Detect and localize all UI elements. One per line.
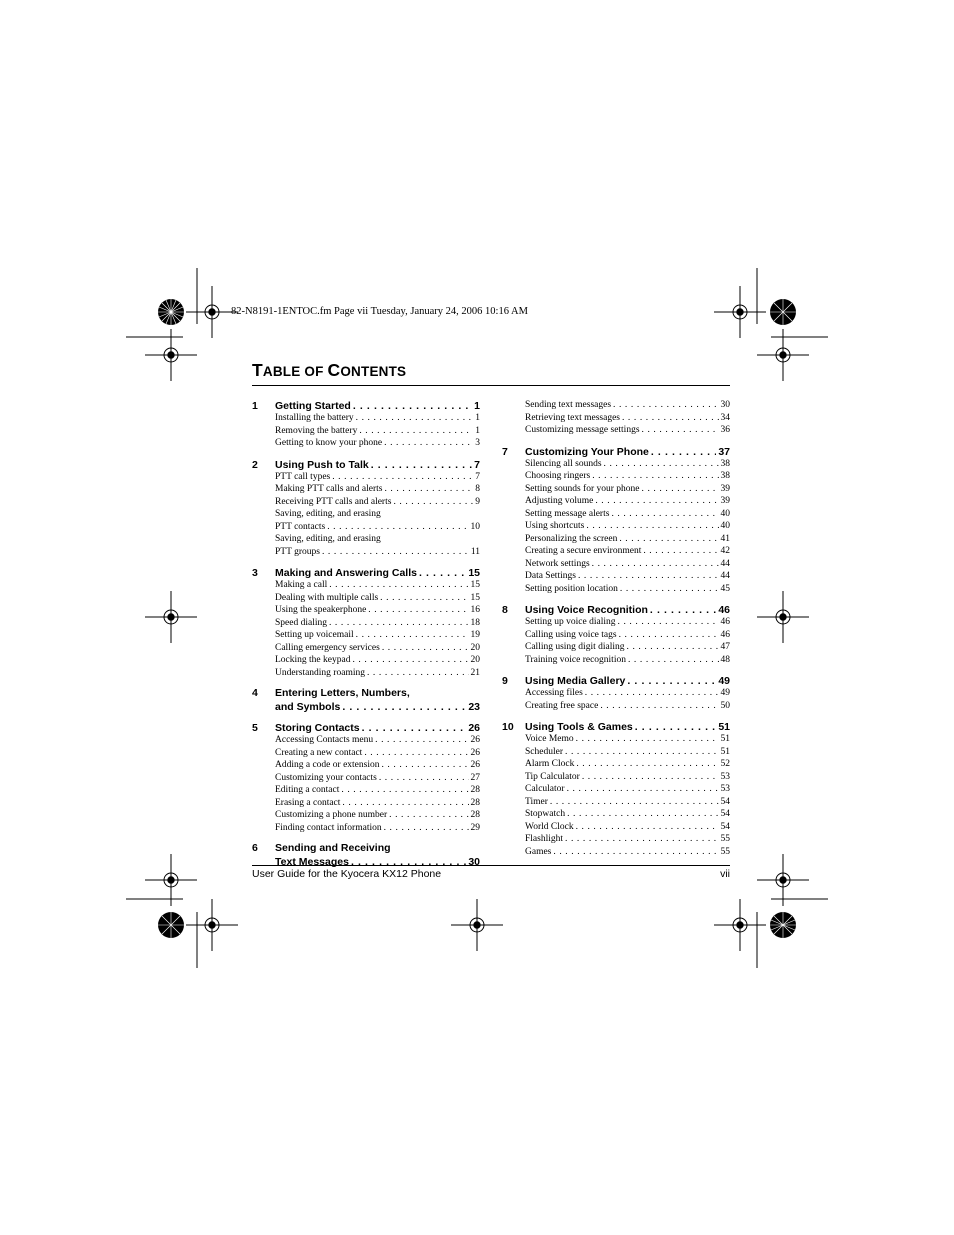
toc-entry-title: Erasing a contact xyxy=(275,797,341,808)
toc-entry-title: PTT contacts xyxy=(275,521,326,532)
toc-entry-page-number: 51 xyxy=(720,734,730,744)
chapter-heading[interactable] xyxy=(502,603,730,616)
toc-entry-title: Accessing Contacts menu xyxy=(275,735,374,745)
chapter-page-number: 7 xyxy=(474,458,480,471)
toc-entry-title: PTT call types xyxy=(275,471,331,482)
leader-dots xyxy=(642,424,719,437)
toc-entry-page-number: 52 xyxy=(720,759,730,769)
page-title: TABLE OF CONTENTS xyxy=(252,360,407,380)
toc-entry[interactable] xyxy=(502,458,730,471)
toc-entry-page-number: 29 xyxy=(470,822,480,833)
toc-chapter xyxy=(252,458,480,559)
chapter-title: Customizing Your Phone xyxy=(525,445,649,458)
toc-entry-title: Speed dialing xyxy=(275,617,327,628)
leader-dots xyxy=(380,592,468,605)
toc-entry[interactable] xyxy=(502,570,730,583)
chapter-title: Using Voice Recognition xyxy=(525,604,648,616)
toc-entry[interactable] xyxy=(252,667,480,680)
chapter-page-number: 49 xyxy=(718,675,730,687)
toc-entry-page-number: 48 xyxy=(720,654,730,665)
chapter-number: 9 xyxy=(502,675,508,687)
toc-entry-line[interactable]: Saving, editing, and erasing xyxy=(275,509,381,519)
leader-dots xyxy=(381,759,468,772)
toc-entry-title: Adding a code or extension xyxy=(275,760,380,770)
leader-dots xyxy=(618,616,719,629)
toc-entry[interactable] xyxy=(502,687,730,700)
toc-entry-title: Removing the battery xyxy=(275,425,358,436)
toc-entry[interactable] xyxy=(252,496,480,509)
leader-dots xyxy=(367,667,469,680)
leader-dots xyxy=(650,604,716,616)
toc-chapter xyxy=(252,566,480,679)
toc-entry-page-number: 46 xyxy=(720,617,730,627)
chapter-title: Using Tools & Games xyxy=(525,721,633,733)
leader-dots xyxy=(329,579,468,592)
toc-chapter xyxy=(502,445,730,596)
leader-dots xyxy=(592,558,719,571)
toc-entry-page-number: 28 xyxy=(470,810,480,820)
leader-dots xyxy=(622,412,719,425)
chapter-number: 7 xyxy=(502,445,508,458)
leader-dots xyxy=(379,772,469,785)
toc-entry-page-number: 51 xyxy=(720,746,730,757)
leader-dots xyxy=(359,425,473,438)
chapter-heading[interactable] xyxy=(252,399,480,412)
toc-entry[interactable] xyxy=(252,471,480,484)
leader-dots xyxy=(351,856,466,868)
chapter-title: and Symbols xyxy=(275,701,341,713)
toc-entry[interactable] xyxy=(502,533,730,546)
chapter-number: 3 xyxy=(252,567,258,579)
leader-dots xyxy=(362,722,467,734)
leader-dots xyxy=(550,796,719,809)
toc-entry-title: Using shortcuts xyxy=(525,521,585,531)
toc-entry-title: Setting up voicemail xyxy=(275,630,354,640)
toc-chapter xyxy=(252,721,480,834)
toc-entry-title: Customizing your contacts xyxy=(275,772,377,783)
registration-sunburst-icon xyxy=(158,912,184,938)
toc-entry-title: Calculator xyxy=(525,784,565,794)
toc-entry-page-number: 30 xyxy=(720,400,730,410)
toc-entry[interactable] xyxy=(252,654,480,667)
toc-entry[interactable] xyxy=(252,425,480,438)
leader-dots xyxy=(619,533,718,546)
title-rule xyxy=(252,385,730,386)
leader-dots xyxy=(356,412,474,425)
leader-dots xyxy=(352,654,468,667)
toc-entry[interactable] xyxy=(502,520,730,533)
leader-dots xyxy=(342,797,468,810)
toc-entry-page-number: 44 xyxy=(720,571,730,581)
toc-entry-page-number: 28 xyxy=(470,785,480,795)
toc-entry[interactable] xyxy=(252,822,480,835)
leader-dots xyxy=(567,783,719,796)
leader-dots xyxy=(353,400,472,412)
toc-entry-page-number: 41 xyxy=(720,533,730,544)
chapter-number: 10 xyxy=(502,721,514,733)
chapter-title: Making and Answering Calls xyxy=(275,567,417,579)
toc-entry-title: Data Settings xyxy=(525,571,576,581)
toc-entry[interactable] xyxy=(252,747,480,760)
toc-entry-title: Making a call xyxy=(275,580,328,590)
toc-entry-title: Stopwatch xyxy=(525,809,566,819)
toc-entry[interactable] xyxy=(252,772,480,785)
toc-entry-page-number: 18 xyxy=(470,617,480,628)
toc-entry[interactable] xyxy=(502,833,730,846)
toc-entry-page-number: 40 xyxy=(720,521,730,531)
toc-entry-page-number: 20 xyxy=(470,642,480,653)
toc-entry-page-number: 55 xyxy=(720,846,730,857)
toc-entry-page-number: 47 xyxy=(720,642,730,652)
toc-entry-title: Timer xyxy=(525,796,548,807)
toc-entry-page-number: 54 xyxy=(720,809,730,819)
leader-dots xyxy=(578,570,719,583)
chapter-heading[interactable] xyxy=(252,721,480,734)
toc-entry[interactable] xyxy=(502,508,730,521)
toc-entry[interactable] xyxy=(252,546,480,559)
toc-entry-title: Setting up voice dialing xyxy=(525,617,616,627)
toc-entry-title: Receiving PTT calls and alerts xyxy=(275,496,392,507)
chapter-page-number: 1 xyxy=(474,400,480,412)
toc-entry-title: Finding contact information xyxy=(275,822,382,833)
chapter-title: Using Push to Talk xyxy=(275,458,369,471)
toc-entry-page-number: 49 xyxy=(720,688,730,698)
leader-dots xyxy=(651,446,716,458)
toc-entry-title: Personalizing the screen xyxy=(525,533,618,544)
toc-entry[interactable] xyxy=(502,821,730,834)
toc-entry[interactable] xyxy=(252,809,480,822)
toc-entry-page-number: 15 xyxy=(470,592,480,603)
registration-sunburst-icon xyxy=(158,299,184,325)
toc-entry[interactable] xyxy=(502,616,730,629)
leader-dots xyxy=(565,746,719,759)
toc-column-left xyxy=(252,399,480,868)
toc-entry-title: Accessing files xyxy=(525,688,583,698)
leader-dots xyxy=(384,437,473,450)
toc-entry[interactable] xyxy=(252,412,480,425)
leader-dots xyxy=(620,583,719,596)
toc-entry[interactable] xyxy=(502,783,730,796)
leader-dots xyxy=(364,747,468,760)
registration-sunburst-icon xyxy=(770,912,796,938)
leader-dots xyxy=(341,784,468,797)
toc-entry-page-number: 8 xyxy=(475,484,480,494)
leader-dots xyxy=(553,846,718,859)
toc-entry[interactable] xyxy=(502,545,730,558)
leader-dots xyxy=(371,459,472,471)
toc-entry[interactable] xyxy=(502,412,730,425)
toc-entry-title: Flashlight xyxy=(525,834,564,844)
toc-entry-title: Sending text messages xyxy=(525,400,612,410)
toc-entry-page-number: 15 xyxy=(470,580,480,590)
chapter-number: 5 xyxy=(252,722,258,734)
chapter-number: 8 xyxy=(502,604,508,616)
footer-title: User Guide for the Kyocera KX12 Phone xyxy=(252,868,442,880)
toc-entry-title: Adjusting volume xyxy=(525,496,594,506)
chapter-title-line[interactable]: Sending and Receiving xyxy=(275,842,391,854)
leader-dots xyxy=(565,833,718,846)
toc-entry[interactable] xyxy=(502,746,730,759)
toc-entry-page-number: 28 xyxy=(470,797,480,808)
toc-entry[interactable] xyxy=(252,759,480,772)
toc-entry-page-number: 53 xyxy=(720,771,730,782)
chapter-title: Using Media Gallery xyxy=(525,675,626,687)
toc-entry-title: Using the speakerphone xyxy=(275,605,367,615)
toc-entry-title: Scheduler xyxy=(525,746,563,757)
leader-dots xyxy=(342,701,466,713)
toc-entry-title: Making PTT calls and alerts xyxy=(275,484,383,494)
toc-entry[interactable] xyxy=(502,700,730,713)
toc-entry[interactable] xyxy=(252,797,480,810)
leader-dots xyxy=(576,758,718,771)
toc-entry-page-number: 45 xyxy=(720,583,730,594)
leader-dots xyxy=(586,520,718,533)
leader-dots xyxy=(642,483,719,496)
toc-entry-title: Creating free space xyxy=(525,700,599,711)
chapter-heading[interactable] xyxy=(502,674,730,687)
toc-entry-page-number: 54 xyxy=(720,796,730,807)
toc-entry-line[interactable]: Saving, editing, and erasing xyxy=(275,534,381,544)
toc-entry-title: Training voice recognition xyxy=(525,654,626,665)
leader-dots xyxy=(393,496,473,509)
toc-entry-title: Choosing ringers xyxy=(525,471,591,481)
toc-entry-title: Dealing with multiple calls xyxy=(275,592,379,603)
toc-entry-title: Installing the battery xyxy=(275,413,354,423)
toc-entry[interactable] xyxy=(252,734,480,747)
chapter-heading[interactable] xyxy=(502,720,730,733)
toc-entry[interactable] xyxy=(502,733,730,746)
toc-entry-title: Games xyxy=(525,846,552,857)
toc-entry-title: Alarm Clock xyxy=(525,759,575,769)
toc-entry-title: Getting to know your phone xyxy=(275,438,383,448)
chapter-heading[interactable] xyxy=(502,445,730,458)
toc-entry-title: Calling using digit dialing xyxy=(525,642,625,652)
toc-entry-page-number: 34 xyxy=(720,412,730,423)
toc-entry-title: Retrieving text messages xyxy=(525,412,620,423)
toc-entry-title: Creating a new contact xyxy=(275,747,363,758)
leader-dots xyxy=(419,567,466,579)
leader-dots xyxy=(576,733,719,746)
chapter-page-number: 26 xyxy=(468,722,480,734)
toc-entry-page-number: 40 xyxy=(720,508,730,519)
toc-entry-page-number: 27 xyxy=(470,772,480,783)
toc-entry-page-number: 46 xyxy=(720,629,730,640)
toc-entry-page-number: 55 xyxy=(720,834,730,844)
leader-dots xyxy=(576,821,719,834)
toc-entry-title: Creating a secure environment xyxy=(525,546,642,556)
leader-dots xyxy=(643,545,718,558)
toc-entry-title: Calling using voice tags xyxy=(525,629,617,640)
toc-entry-page-number: 38 xyxy=(720,471,730,481)
toc-entry-title: Calling emergency services xyxy=(275,642,380,653)
toc-entry-title: World Clock xyxy=(525,821,574,832)
leader-dots xyxy=(600,700,718,713)
toc-entry-title: Setting position location xyxy=(525,583,618,594)
toc-entry[interactable] xyxy=(502,399,730,412)
chapter-page-number: 30 xyxy=(468,856,480,868)
leader-dots xyxy=(384,483,473,496)
chapter-page-number: 37 xyxy=(718,445,730,458)
toc-entry-page-number: 19 xyxy=(470,630,480,640)
chapter-title: Text Messages xyxy=(275,856,349,868)
toc-entry[interactable] xyxy=(252,579,480,592)
toc-entry-page-number: 11 xyxy=(470,546,480,557)
toc-chapter xyxy=(502,399,730,437)
toc-entry-title: Voice Memo xyxy=(525,734,574,744)
leader-dots xyxy=(567,808,718,821)
toc-entry[interactable] xyxy=(502,483,730,496)
toc-entry[interactable] xyxy=(502,470,730,483)
toc-entry-page-number: 3 xyxy=(475,438,480,448)
toc-entry[interactable] xyxy=(502,846,730,859)
leader-dots xyxy=(327,521,468,534)
toc-entry-page-number: 39 xyxy=(720,496,730,506)
toc-entry[interactable] xyxy=(502,808,730,821)
toc-entry-page-number: 1 xyxy=(475,413,480,423)
toc-entry-page-number: 38 xyxy=(720,458,730,469)
toc-chapter xyxy=(502,603,730,666)
toc-entry[interactable] xyxy=(502,583,730,596)
leader-dots xyxy=(375,734,468,747)
toc-entry-page-number: 26 xyxy=(470,760,480,770)
registration-sunburst-icon xyxy=(770,299,796,325)
footer-rule xyxy=(252,865,730,866)
chapter-title: Getting Started xyxy=(275,400,351,412)
leader-dots xyxy=(595,495,718,508)
leader-dots xyxy=(368,604,468,617)
leader-dots xyxy=(332,471,473,484)
toc-entry-title: PTT groups xyxy=(275,546,320,557)
toc-entry[interactable] xyxy=(502,495,730,508)
toc-entry-page-number: 26 xyxy=(470,747,480,758)
toc-entry[interactable] xyxy=(502,796,730,809)
leader-dots xyxy=(627,641,719,654)
toc-entry[interactable] xyxy=(502,641,730,654)
toc-entry[interactable] xyxy=(502,424,730,437)
toc-entry-page-number: 44 xyxy=(720,558,730,569)
leader-dots xyxy=(619,629,719,642)
toc-entry-title: Editing a contact xyxy=(275,785,340,795)
toc-entry[interactable] xyxy=(252,604,480,617)
toc-entry-title: Customizing message settings xyxy=(525,425,640,435)
toc-entry-page-number: 1 xyxy=(475,425,480,436)
toc-entry-page-number: 21 xyxy=(470,667,480,678)
leader-dots xyxy=(384,822,469,835)
toc-entry-page-number: 26 xyxy=(470,735,480,745)
leader-dots xyxy=(604,458,719,471)
leader-dots xyxy=(382,642,469,655)
toc-entry-title: Locking the keypad xyxy=(275,655,351,665)
file-header-line: 82-N8191-1ENTOC.fm Page vii Tuesday, January 24, 2006 10:16 AM xyxy=(231,306,528,317)
toc-entry[interactable] xyxy=(252,642,480,655)
chapter-heading[interactable] xyxy=(252,700,480,713)
leader-dots xyxy=(329,617,469,630)
toc-entry[interactable] xyxy=(252,437,480,450)
chapter-page-number: 15 xyxy=(468,567,480,579)
chapter-number: 1 xyxy=(252,400,258,412)
toc-entry[interactable] xyxy=(252,784,480,797)
chapter-heading[interactable] xyxy=(252,566,480,579)
toc-entry[interactable] xyxy=(502,654,730,667)
toc-column-right xyxy=(502,399,730,858)
leader-dots xyxy=(635,721,717,733)
chapter-page-number: 46 xyxy=(718,604,730,616)
toc-entry-page-number: 7 xyxy=(475,471,480,482)
toc-entry-page-number: 54 xyxy=(720,821,730,832)
chapter-number: 2 xyxy=(252,458,258,471)
leader-dots xyxy=(592,470,718,483)
toc-entry[interactable] xyxy=(502,758,730,771)
leader-dots xyxy=(322,546,469,559)
leader-dots xyxy=(389,809,468,822)
leader-dots xyxy=(356,629,469,642)
toc-entry-title: Understanding roaming xyxy=(275,667,365,678)
toc-entry-page-number: 10 xyxy=(470,521,480,532)
toc-entry-title: Setting message alerts xyxy=(525,508,610,519)
leader-dots xyxy=(613,399,718,412)
toc-entry-title: Customizing a phone number xyxy=(275,810,388,820)
chapter-number: 4 xyxy=(252,687,258,699)
toc-entry[interactable] xyxy=(252,617,480,630)
toc-entry[interactable] xyxy=(502,629,730,642)
toc-chapter xyxy=(252,687,480,713)
chapter-heading[interactable] xyxy=(252,458,480,471)
toc-entry-page-number: 53 xyxy=(720,784,730,794)
leader-dots xyxy=(611,508,718,521)
toc-entry-title: Silencing all sounds xyxy=(525,458,602,469)
toc-entry-title: Tip Calculator xyxy=(525,771,580,782)
toc-entry[interactable] xyxy=(502,558,730,571)
chapter-page-number: 51 xyxy=(718,721,730,733)
toc-entry-page-number: 50 xyxy=(720,700,730,711)
chapter-page-number: 23 xyxy=(468,701,480,713)
toc-chapter xyxy=(502,720,730,858)
toc-entry-page-number: 42 xyxy=(720,546,730,556)
toc-entry[interactable] xyxy=(252,592,480,605)
toc-entry[interactable] xyxy=(252,483,480,496)
toc-entry-page-number: 39 xyxy=(720,483,730,494)
toc-entry[interactable] xyxy=(502,771,730,784)
leader-dots xyxy=(628,654,719,667)
toc-entry[interactable] xyxy=(252,629,480,642)
chapter-number: 6 xyxy=(252,842,258,854)
footer-page-number: vii xyxy=(720,868,730,880)
chapter-title-line[interactable]: Entering Letters, Numbers, xyxy=(275,687,410,699)
chapter-title: Storing Contacts xyxy=(275,722,360,734)
toc-chapter xyxy=(252,399,480,450)
toc-entry[interactable] xyxy=(252,521,480,534)
leader-dots xyxy=(585,687,719,700)
toc-entry-title: Setting sounds for your phone xyxy=(525,483,640,494)
leader-dots xyxy=(582,771,719,784)
chapter-heading[interactable] xyxy=(252,855,480,868)
toc-entry-page-number: 16 xyxy=(470,605,480,615)
toc-entry-page-number: 20 xyxy=(470,655,480,665)
toc-entry-page-number: 9 xyxy=(475,496,480,507)
toc-entry-title: Network settings xyxy=(525,558,590,569)
toc-entry-page-number: 36 xyxy=(720,425,730,435)
leader-dots xyxy=(627,675,716,687)
toc-chapter xyxy=(502,674,730,712)
